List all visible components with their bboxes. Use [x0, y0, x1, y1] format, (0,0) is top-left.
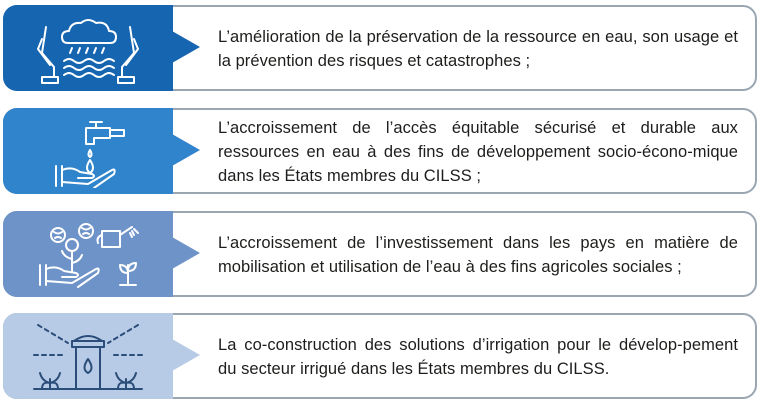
objective-text: L’accroissement de l’accès équitable sécurisé et durable aux ressources en eau à des fins de développement socio-écono-mique dans les États membres du CILSS ; [218, 119, 738, 185]
objective-item-2 [2, 107, 760, 197]
hands-cloud-rain-water-icon [28, 13, 148, 85]
objective-pointer [172, 339, 200, 371]
objective-icon-panel [3, 211, 173, 297]
objective-item-1 [2, 4, 760, 94]
objective-pointer [172, 237, 200, 269]
objective-icon-panel [3, 5, 173, 91]
objective-text: L’amélioration de la préservation de la ressource en eau, son usage et la prévention des risques et catastrophes ; [218, 28, 738, 70]
hand-coins-plant-watering-can-icon [28, 219, 148, 291]
objective-pointer [172, 134, 200, 166]
objective-icon-panel [3, 108, 173, 194]
objective-text: La co-construction des solutions d’irrigation pour le dévelop-pement du secteur irrigué dans les États membres du CILSS. [218, 336, 738, 378]
tap-water-drop-hand-icon [28, 116, 148, 188]
objective-pointer [172, 31, 200, 63]
objective-text: L’accroissement de l’investissement dans les pays en matière de mobilisation et utilisation de l’eau à des fins agricoles sociales ; [218, 234, 738, 276]
objective-item-4 [2, 312, 760, 402]
objective-item-3 [2, 210, 760, 300]
irrigation-water-tower-plants-icon [28, 321, 148, 393]
objective-icon-panel [3, 313, 173, 399]
